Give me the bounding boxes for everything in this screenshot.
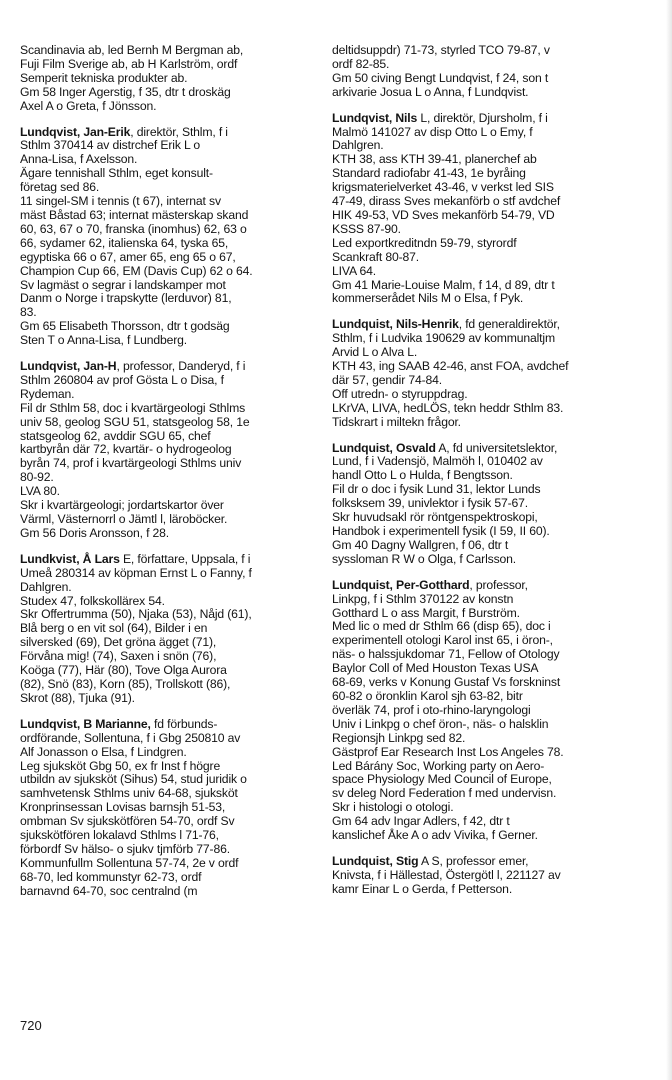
entry-text-line: 60-82 o öronklin Karol sjh 63-82, bitr	[332, 688, 523, 703]
entry-name: Lundquist, Per-Gotthard	[332, 577, 470, 592]
entry-text-line: Blå berg o en vit sol (64), Bilder i en	[20, 621, 208, 636]
entry-text-line: Gm 50 civing Bengt Lundqvist, f 24, son t	[332, 70, 549, 85]
entry-text-line: Tidskrart i miltekn frågor.	[332, 414, 461, 429]
entry-text-line: näs- o halssjukdomar 71, Fellow of Otology	[332, 647, 560, 662]
entry-text-line: Med lic o med dr Sthlm 66 (disp 65), doc i	[332, 619, 551, 634]
entry-text-line: Koöga (77), Här (80), Tove Olga Aurora	[20, 663, 227, 678]
entry-text-line: sjukskötfören lokalavd Sthlms l 71-76,	[20, 828, 219, 843]
entry-name: Lundquist, Osvald	[332, 440, 436, 455]
entry-text-line: Fil dr o doc i fysik Lund 31, lektor Lunds	[332, 482, 541, 497]
entry-text-line: Lund, f i Vadensjö, Malmöh l, 010402 av	[332, 454, 543, 469]
entry-text-line: Gotthard L o ass Margit, f Burström.	[332, 605, 520, 620]
entry-text-line: Gästprof Ear Research Inst Los Angeles 78.	[332, 744, 564, 759]
entry-first-line-text: , professor,	[469, 577, 528, 592]
entry-text-line: Skr huvudsakl rör röntgenspektroskopi,	[332, 510, 538, 525]
entry-text-line: 11 singel-SM i tennis (t 67), internat sv	[20, 194, 221, 209]
entry-text-line: Malmö 141027 av disp Otto L o Emy, f	[332, 124, 533, 139]
entry-first-line	[332, 112, 632, 126]
entry-text-line: 47-49, dirass Sves mekanförb o stf avdchef	[332, 194, 561, 209]
entry-text-line: samhvetensk Sthlms univ 64-68, sjuksköt	[20, 786, 238, 801]
entry-text-line: Alf Jonasson o Elsa, f Lindgren.	[20, 744, 187, 759]
entry-text-line: sv deleg Nord Federation f med undervisn.	[332, 786, 557, 801]
entry-text-line: Knivsta, f i Hällestad, Östergötl l, 221127 av	[332, 867, 561, 882]
entry-first-line	[20, 553, 326, 567]
entry-text-line: HIK 49-53, VD Sves mekanförb 54-79, VD	[332, 207, 555, 222]
page-edge-shadow	[666, 0, 672, 1080]
entry-text-line: byrån 74, prof i kvartärgeologi Sthlms univ	[20, 456, 242, 471]
entry-text-line: företag sed 86.	[20, 180, 100, 195]
page-number: 720	[20, 1018, 42, 1033]
entry-text-line: ombman Sv sjukskötfören 54-70, ordf Sv	[20, 814, 235, 829]
entry-name: Lundqvist, Jan-H	[20, 359, 117, 374]
entry-text-line: Skr i histologi o otologi.	[332, 800, 454, 815]
entry-first-line-text: A S, professor emer,	[418, 853, 529, 868]
entry-text-line: Scandinavia ab, led Bernh M Bergman ab,	[20, 43, 244, 57]
entry-text-line: Danm o Norge i trapskytte (lerduvor) 81,	[20, 291, 232, 306]
entry-first-line-text: , professor, Danderyd, f i	[116, 359, 246, 374]
entry-text-line: 68-70, led kommunstyr 62-73, ordf	[20, 869, 202, 884]
entry-text-line: syssloman R W o Olga, f Carlsson.	[332, 551, 517, 566]
entry-text-line: Anna-Lisa, f Axelsson.	[20, 152, 138, 167]
entry-text-line: Linkpg, f i Sthlm 370122 av konstn	[332, 591, 514, 606]
entry-text-line: Fil dr Sthlm 58, doc i kvartärgeologi Sthlms	[20, 400, 246, 415]
entry-text-line: där 57, gendir 74-84.	[332, 372, 443, 387]
entry-text-line: 83.	[20, 305, 37, 320]
entry-text-line: Sthlm 370414 av distrchef Erik L o	[20, 138, 201, 153]
entry-text-line: Skr i kvartärgeologi; jordartskartor över	[20, 498, 224, 513]
entry-text-line: Dahlgren.	[332, 138, 384, 153]
entry-text-line: folksksem 39, univlektor i fysik 57-67.	[332, 496, 528, 511]
entry-first-line-text: E, författare, Uppsala, f i	[119, 551, 251, 566]
entry-text-line: Baylor Coll of Med Houston Texas USA	[332, 661, 539, 676]
entry-text-line: LKrVA, LIVA, hedLÖS, tekn heddr Sthlm 83.	[332, 400, 564, 415]
entry-continuation	[332, 44, 632, 100]
entry-text-line: deltidsuppdr) 71-73, styrled TCO 79-87, v	[332, 43, 550, 57]
entry-first-line-text: L, direktör, Djursholm, f i	[417, 110, 548, 125]
entry-lundquist-stig	[332, 855, 632, 897]
entry-text-line: Sv lagmäst o segrar i landskamper mot	[20, 277, 226, 292]
entry-continuation	[20, 44, 326, 114]
entry-text-line: Kronprinsessan Lovisas barnsjh 51-53,	[20, 800, 226, 815]
entry-text-line: mäst Båstad 63; internat mästerskap skand	[20, 207, 249, 222]
entry-text-line: univ 58, geolog SGU 51, statsgeolog 58, 1e	[20, 414, 250, 429]
entry-first-line	[332, 855, 632, 869]
entry-text-line: 68-69, verks v Konung Gustaf Vs forskninst	[332, 675, 561, 690]
entry-lundqvist-nils	[332, 112, 632, 307]
left-column	[20, 44, 326, 911]
entry-text-line: Skr Offertrumma (50), Njaka (53), Nåjd (61),	[20, 607, 252, 622]
entry-first-line-text: fd förbunds-	[150, 716, 218, 731]
entry-first-line	[20, 360, 326, 374]
entry-text-line: experimentell otologi Karol inst 65, i öron-,	[332, 633, 553, 648]
entry-text-line: Sthlm 260804 av prof Gösta L o Disa, f	[20, 372, 224, 387]
entry-text-line: Gm 64 adv Ingar Adlers, f 42, dtr t	[332, 814, 510, 829]
entry-text-line: Standard radiofabr 41-43, 1e byråing	[332, 166, 526, 181]
entry-text-line: handl Otto L o Hulda, f Bengtsson.	[332, 468, 513, 483]
entry-text-line: (82), Snö (83), Korn (85), Trollskott (86),	[20, 676, 231, 691]
entry-lundquist-nils-henrik	[332, 318, 632, 429]
entry-text-line: kartbyrån där 72, kvartär- o hydrogeolog	[20, 442, 232, 457]
entry-lundkvist-a-lars	[20, 553, 326, 706]
entry-text-line: kommerserådet Nils M o Elsa, f Pyk.	[332, 291, 524, 306]
entry-text-line: Skrot (88), Tjuka (91).	[20, 690, 135, 705]
entry-text-line: Studex 47, folkskollärex 54.	[20, 593, 165, 608]
entry-text-line: Sten T o Anna-Lisa, f Lundberg.	[20, 333, 188, 348]
right-column	[332, 44, 632, 909]
entry-text-line: Gm 41 Marie-Louise Malm, f 14, d 89, dtr t	[332, 277, 555, 292]
entry-text-line: Kommunfullm Sollentuna 57-74, 2e v ordf	[20, 855, 239, 870]
entry-text-line: Arvid L o Alva L.	[332, 345, 418, 360]
entry-text-line: Leg sjuksköt Gbg 50, ex fr Inst f högre	[20, 758, 221, 773]
entry-text-line: Ägare tennishall Sthlm, eget konsult-	[20, 166, 213, 181]
entry-text-line: statsgeolog 62, avddir SGU 65, chef	[20, 428, 211, 443]
entry-lundquist-osvald	[332, 442, 632, 567]
entry-text-line: Led Bárány Soc, Working party on Aero-	[332, 758, 545, 773]
entry-text-line: 80-92.	[20, 470, 54, 485]
entry-text-line: Sthlm, f i Ludvika 190629 av kommunaltjm	[332, 331, 555, 346]
entry-text-line: arkivarie Josua L o Anna, f Lundqvist.	[332, 84, 529, 99]
entry-text-line: Dahlgren.	[20, 579, 72, 594]
entry-text-line: space Physiology Med Council of Europe,	[332, 772, 552, 787]
entry-name: Lundqvist, B Marianne,	[20, 716, 151, 731]
entry-first-line-text: A, fd universitetslektor,	[435, 440, 558, 455]
entry-text-line: förbordf Sv hälso- o sjukv tjmförb 77-86.	[20, 841, 230, 856]
entry-lundqvist-jan-h	[20, 360, 326, 541]
entry-text-line: krigsmaterielverket 43-46, v verkst led SIS	[332, 180, 554, 195]
entry-text-line: Off utredn- o styruppdrag.	[332, 386, 468, 401]
entry-lundquist-per-gotthard	[332, 579, 632, 843]
entry-text-line: Gm 65 Elisabeth Thorsson, dtr t godsäg	[20, 319, 230, 334]
entry-text-line: kamr Einar L o Gerda, f Petterson.	[332, 881, 513, 896]
entry-text-line: LIVA 64.	[332, 263, 376, 278]
entry-text-line: silversked (69), Det gröna ägget (71),	[20, 635, 217, 650]
entry-text-line: KSSS 87-90.	[332, 221, 401, 236]
entry-text-line: Rydeman.	[20, 386, 75, 401]
entry-text-line: egyptiska 66 o 67, amer 65, eng 65 o 67,	[20, 249, 236, 264]
entry-text-line: Univ i Linkpg o chef öron-, näs- o halsklin	[332, 716, 549, 731]
entry-name: Lundquist, Stig	[332, 853, 419, 868]
entry-text-line: 66, sydamer 62, italienska 64, tyska 65,	[20, 235, 229, 250]
entry-first-line	[332, 442, 632, 456]
entry-first-line-text: , direktör, Sthlm, f i	[130, 124, 228, 139]
entry-text-line: Regionsjh Linkpg sed 82.	[332, 730, 466, 745]
entry-text-line: kanslichef Åke A o adv Vivika, f Gerner.	[332, 828, 538, 843]
entry-text-line: barnavnd 64-70, soc centralnd (m	[20, 883, 198, 898]
entry-name: Lundqvist, Jan-Erik	[20, 124, 131, 139]
entry-text-line: överläk 74, prof i oto-rhino-laryngologi	[332, 702, 531, 717]
entry-name: Lundqvist, Nils	[332, 110, 418, 125]
entry-text-line: KTH 38, ass KTH 39-41, planerchef ab	[332, 152, 537, 167]
entry-text-line: Umeå 280314 av köpman Ernst L o Fanny, f	[20, 565, 252, 580]
entry-lundqvist-jan-erik	[20, 126, 326, 349]
entry-text-line: utbildn av sjuksköt (Sihus) 54, stud juridik o	[20, 772, 247, 787]
entry-text-line: Axel A o Greta, f Jönsson.	[20, 98, 157, 113]
entry-text-line: KTH 43, ing SAAB 42-46, anst FOA, avdchef	[332, 359, 569, 374]
entry-text-line: Fuji Film Sverige ab, ab H Karlström, ordf	[20, 56, 238, 71]
entry-text-line: Värml, Västernorrl o Jämtl l, läroböcker.	[20, 512, 228, 526]
entry-text-line: Semperit tekniska produkter ab.	[20, 70, 188, 85]
entry-first-line	[332, 579, 632, 593]
entry-text-line: ordförande, Sollentuna, f i Gbg 250810 av	[20, 730, 241, 745]
entry-text-line: Gm 40 Dagny Wallgren, f 06, dtr t	[332, 537, 509, 552]
entry-text-line: Champion Cup 66, EM (Davis Cup) 62 o 64.	[20, 263, 253, 278]
entry-name: Lundquist, Nils-Henrik	[332, 317, 459, 332]
entry-name: Lundkvist, Å Lars	[20, 551, 120, 566]
entry-text-line: Scankraft 80-87.	[332, 249, 420, 264]
entry-first-line	[332, 318, 632, 332]
entry-text-line: Handbok i experimentell fysik (I 59, II 60).	[332, 524, 550, 538]
entry-lundqvist-b-marianne	[20, 718, 326, 899]
entry-first-line	[20, 126, 326, 140]
entry-text-line: Gm 58 Inger Agerstig, f 35, dtr t droskäg	[20, 84, 231, 99]
entry-text-line: Led exportkreditndn 59-79, styrordf	[332, 235, 517, 250]
entry-text-line: ordf 82-85.	[332, 56, 390, 71]
entry-first-line	[20, 718, 326, 732]
entry-text-line: Gm 56 Doris Aronsson, f 28.	[20, 525, 170, 540]
entry-text-line: Förvåna mig! (74), Saxen i snön (76),	[20, 649, 217, 664]
entry-text-line: 60, 63, 67 o 70, franska (inomhus) 62, 63 o	[20, 221, 247, 236]
entry-first-line-text: , fd generaldirektör,	[458, 317, 560, 332]
entry-text-line: LVA 80.	[20, 484, 60, 499]
